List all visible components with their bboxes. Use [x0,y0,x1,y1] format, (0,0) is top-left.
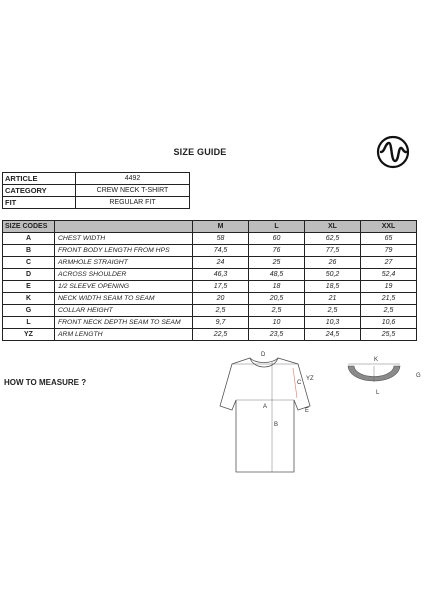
size-value: 18 [249,281,305,293]
size-code: C [3,257,55,269]
collar-diagram [340,352,424,402]
info-key: ARTICLE [3,173,76,185]
measurement-description: FRONT BODY LENGTH FROM HPS [55,245,193,257]
size-value: 48,5 [249,269,305,281]
size-value: 50,2 [305,269,361,281]
size-codes-header: SIZE CODES [3,221,55,233]
measurement-description: ACROSS SHOULDER [55,269,193,281]
size-value: 21 [305,293,361,305]
size-value: 52,4 [361,269,417,281]
size-row [3,245,417,257]
size-row [3,233,417,245]
tshirt-diagram [214,348,318,478]
size-header-xl: XL [305,221,361,233]
page-title: SIZE GUIDE [173,147,227,157]
label-c: C [297,380,302,386]
size-value: 19 [361,281,417,293]
measurement-description: ARM LENGTH [55,329,193,341]
info-value: CREW NECK T-SHIRT [76,185,190,197]
info-key: CATEGORY [3,185,76,197]
info-value: REGULAR FIT [76,197,190,209]
size-value: 65 [361,233,417,245]
size-value: 2,5 [193,305,249,317]
measurement-description: CHEST WIDTH [55,233,193,245]
measurement-description: ARMHOLE STRAIGHT [55,257,193,269]
size-code: G [3,305,55,317]
size-code: A [3,233,55,245]
size-value: 10,6 [361,317,417,329]
info-row [3,173,190,185]
size-value: 77,5 [305,245,361,257]
size-value: 24 [193,257,249,269]
label-g: G [416,373,421,379]
size-row [3,269,417,281]
size-value: 25,5 [361,329,417,341]
size-value: 21,5 [361,293,417,305]
size-value: 60 [249,233,305,245]
measurement-description: FRONT NECK DEPTH SEAM TO SEAM [55,317,193,329]
size-value: 24,5 [305,329,361,341]
size-value: 46,3 [193,269,249,281]
size-header-l: L [249,221,305,233]
size-value: 18,5 [305,281,361,293]
size-header-xxl: XXL [361,221,417,233]
size-value: 23,5 [249,329,305,341]
size-code: L [3,317,55,329]
size-value: 10,3 [305,317,361,329]
label-d: D [261,352,266,358]
size-row [3,317,417,329]
size-code: K [3,293,55,305]
label-k: K [374,357,379,363]
size-value: 2,5 [361,305,417,317]
size-value: 76 [249,245,305,257]
size-value: 2,5 [305,305,361,317]
label-l: L [376,390,380,396]
size-value: 22,5 [193,329,249,341]
size-value: 20 [193,293,249,305]
size-code: B [3,245,55,257]
label-b: B [274,422,279,428]
size-table-header [3,221,417,233]
size-value: 25 [249,257,305,269]
measurement-description: NECK WIDTH SEAM TO SEAM [55,293,193,305]
label-yz: YZ [306,376,314,382]
size-row [3,305,417,317]
size-code: E [3,281,55,293]
size-row [3,329,417,341]
tshirt-outline [220,358,310,472]
size-value: 10 [249,317,305,329]
info-value: 4492 [76,173,190,185]
size-header-m: M [193,221,249,233]
size-value: 20,5 [249,293,305,305]
size-value: 9,7 [193,317,249,329]
info-row [3,197,190,209]
how-to-measure-heading: HOW TO MEASURE ? [4,378,87,387]
article-info-table [2,172,190,209]
size-value: 58 [193,233,249,245]
size-row [3,257,417,269]
size-codes-table [2,220,417,341]
info-key: FIT [3,197,76,209]
measurement-description: COLLAR HEIGHT [55,305,193,317]
size-row [3,293,417,305]
size-value: 74,5 [193,245,249,257]
size-value: 27 [361,257,417,269]
size-value: 62,5 [305,233,361,245]
info-row [3,185,190,197]
size-code: D [3,269,55,281]
size-value: 17,5 [193,281,249,293]
size-row [3,281,417,293]
description-header [55,221,193,233]
size-value: 79 [361,245,417,257]
brand-logo [376,135,410,169]
size-code: YZ [3,329,55,341]
size-value: 26 [305,257,361,269]
label-a: A [263,404,268,410]
size-value: 2,5 [249,305,305,317]
measurement-description: 1/2 SLEEVE OPENING [55,281,193,293]
label-e: E [305,408,310,414]
